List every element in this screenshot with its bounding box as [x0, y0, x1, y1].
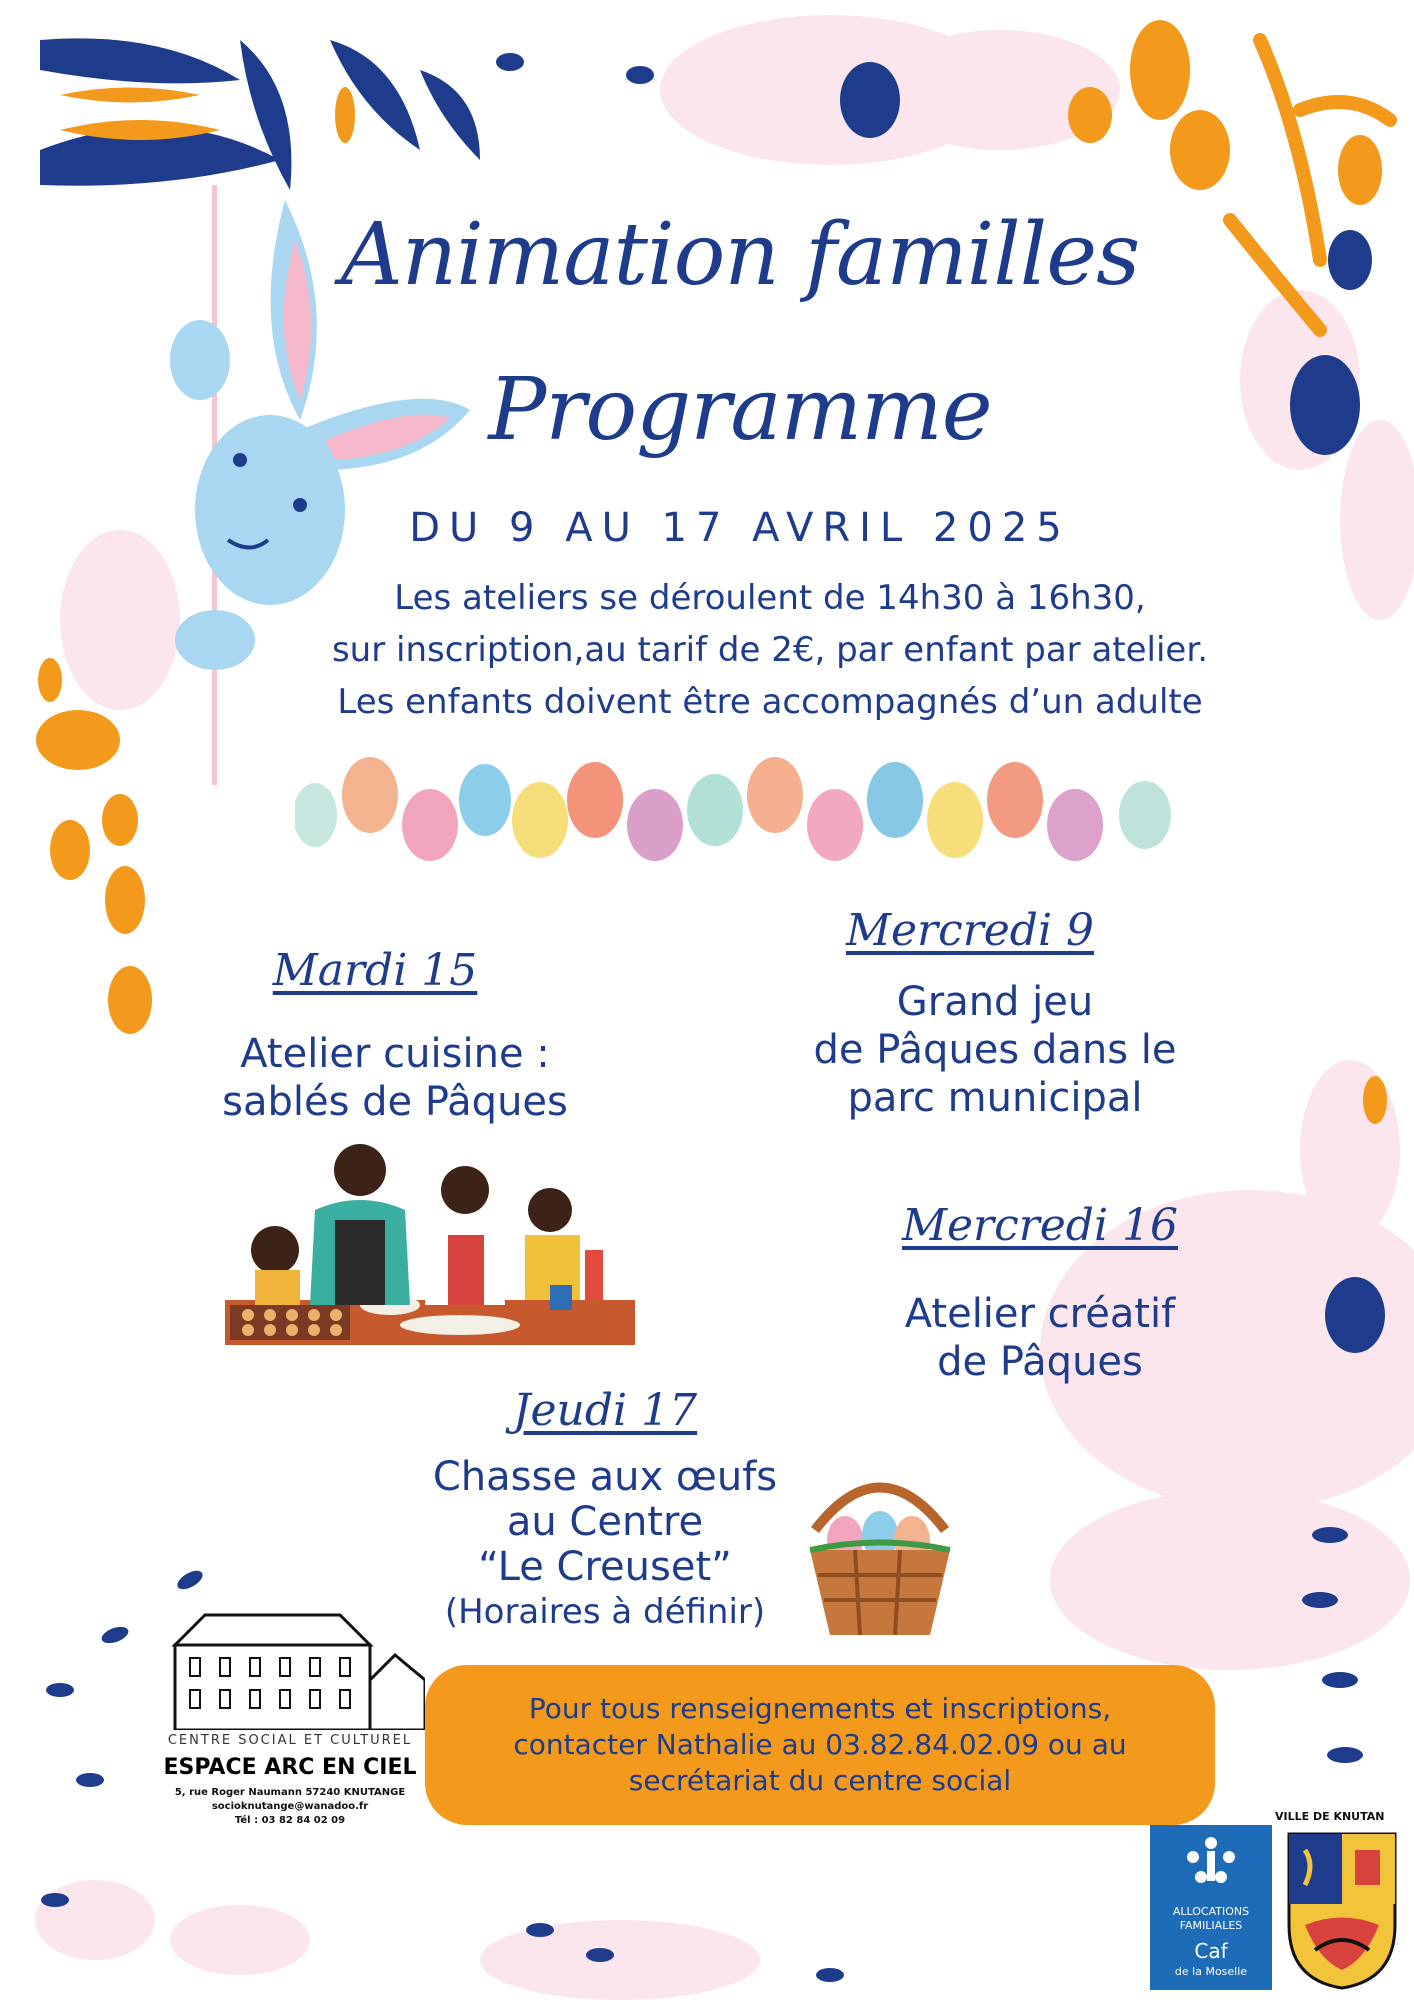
contact-line-3: secrétariat du centre social [628, 1764, 1012, 1797]
center-address: 5, rue Roger Naumann 57240 KNUTANGE [174, 1787, 406, 1798]
center-phone: Tél : 03 82 84 02 09 [234, 1815, 346, 1826]
desc-line: parc municipal [847, 1075, 1143, 1121]
event-mercredi-9-desc [760, 978, 1230, 1122]
egg-basket-illustration [800, 1455, 960, 1640]
title-line-1: Animation familles [340, 205, 1140, 305]
desc-line: de Pâques dans le [813, 1027, 1177, 1073]
desc-line: Chasse aux œufs [432, 1454, 778, 1500]
desc-line: au Centre [506, 1499, 704, 1545]
caf-line-3: Caf [1194, 1939, 1228, 1963]
event-mercredi-16-desc [840, 1290, 1240, 1386]
date-range: DU 9 AU 17 AVRIL 2025 [409, 505, 1071, 551]
family-cooking-illustration [220, 1140, 640, 1360]
day-mercredi-9: Mercredi 9 [845, 905, 1095, 956]
knutange-coat-of-arms-icon [1285, 1830, 1399, 1990]
day-jeudi-17: Jeudi 17 [512, 1385, 698, 1436]
intro-line-3: Les enfants doivent être accompagnés d’un adulte [337, 682, 1203, 722]
caf-line-2: FAMILIALES [1179, 1919, 1243, 1932]
desc-line: Grand jeu [896, 979, 1094, 1025]
intro-line-2: sur inscription,au tarif de 2€, par enfant par atelier. [331, 630, 1209, 670]
espace-arc-en-ciel-building-icon [160, 1600, 425, 1730]
caf-logo [1150, 1825, 1272, 1990]
desc-line: (Horaires à définir) [444, 1592, 766, 1632]
caf-family-icon [1181, 1835, 1241, 1890]
desc-line: Atelier cuisine : [240, 1031, 550, 1077]
desc-line: “Le Creuset” [478, 1544, 732, 1590]
desc-line: sablés de Pâques [222, 1079, 568, 1125]
day-mercredi-16: Mercredi 16 [901, 1200, 1179, 1251]
center-email: socioknutange@wanadoo.fr [211, 1801, 369, 1812]
event-mardi-15-desc [175, 1030, 615, 1126]
event-jeudi-17-desc [410, 1455, 800, 1635]
easter-egg-garland [295, 755, 1190, 865]
title-line-2: Programme [488, 360, 992, 460]
ville-label: VILLE DE KNUTAN [1275, 1810, 1385, 1823]
intro-line-1: Les ateliers se déroulent de 14h30 à 16h30, [394, 578, 1146, 618]
contact-line-1: Pour tous renseignements et inscriptions, [528, 1692, 1112, 1725]
caf-line-4: de la Moselle [1174, 1965, 1248, 1978]
contact-banner [425, 1665, 1215, 1825]
day-mardi-15: Mardi 15 [272, 945, 478, 996]
desc-line: de Pâques [937, 1339, 1143, 1385]
contact-line-2: contacter Nathalie au 03.82.84.02.09 ou au [513, 1728, 1127, 1761]
caf-line-1: ALLOCATIONS [1172, 1905, 1250, 1918]
desc-line: Atelier créatif [904, 1291, 1176, 1337]
center-subtitle: CENTRE SOCIAL ET CULTUREL [167, 1733, 413, 1748]
center-name: ESPACE ARC EN CIEL [163, 1755, 417, 1780]
